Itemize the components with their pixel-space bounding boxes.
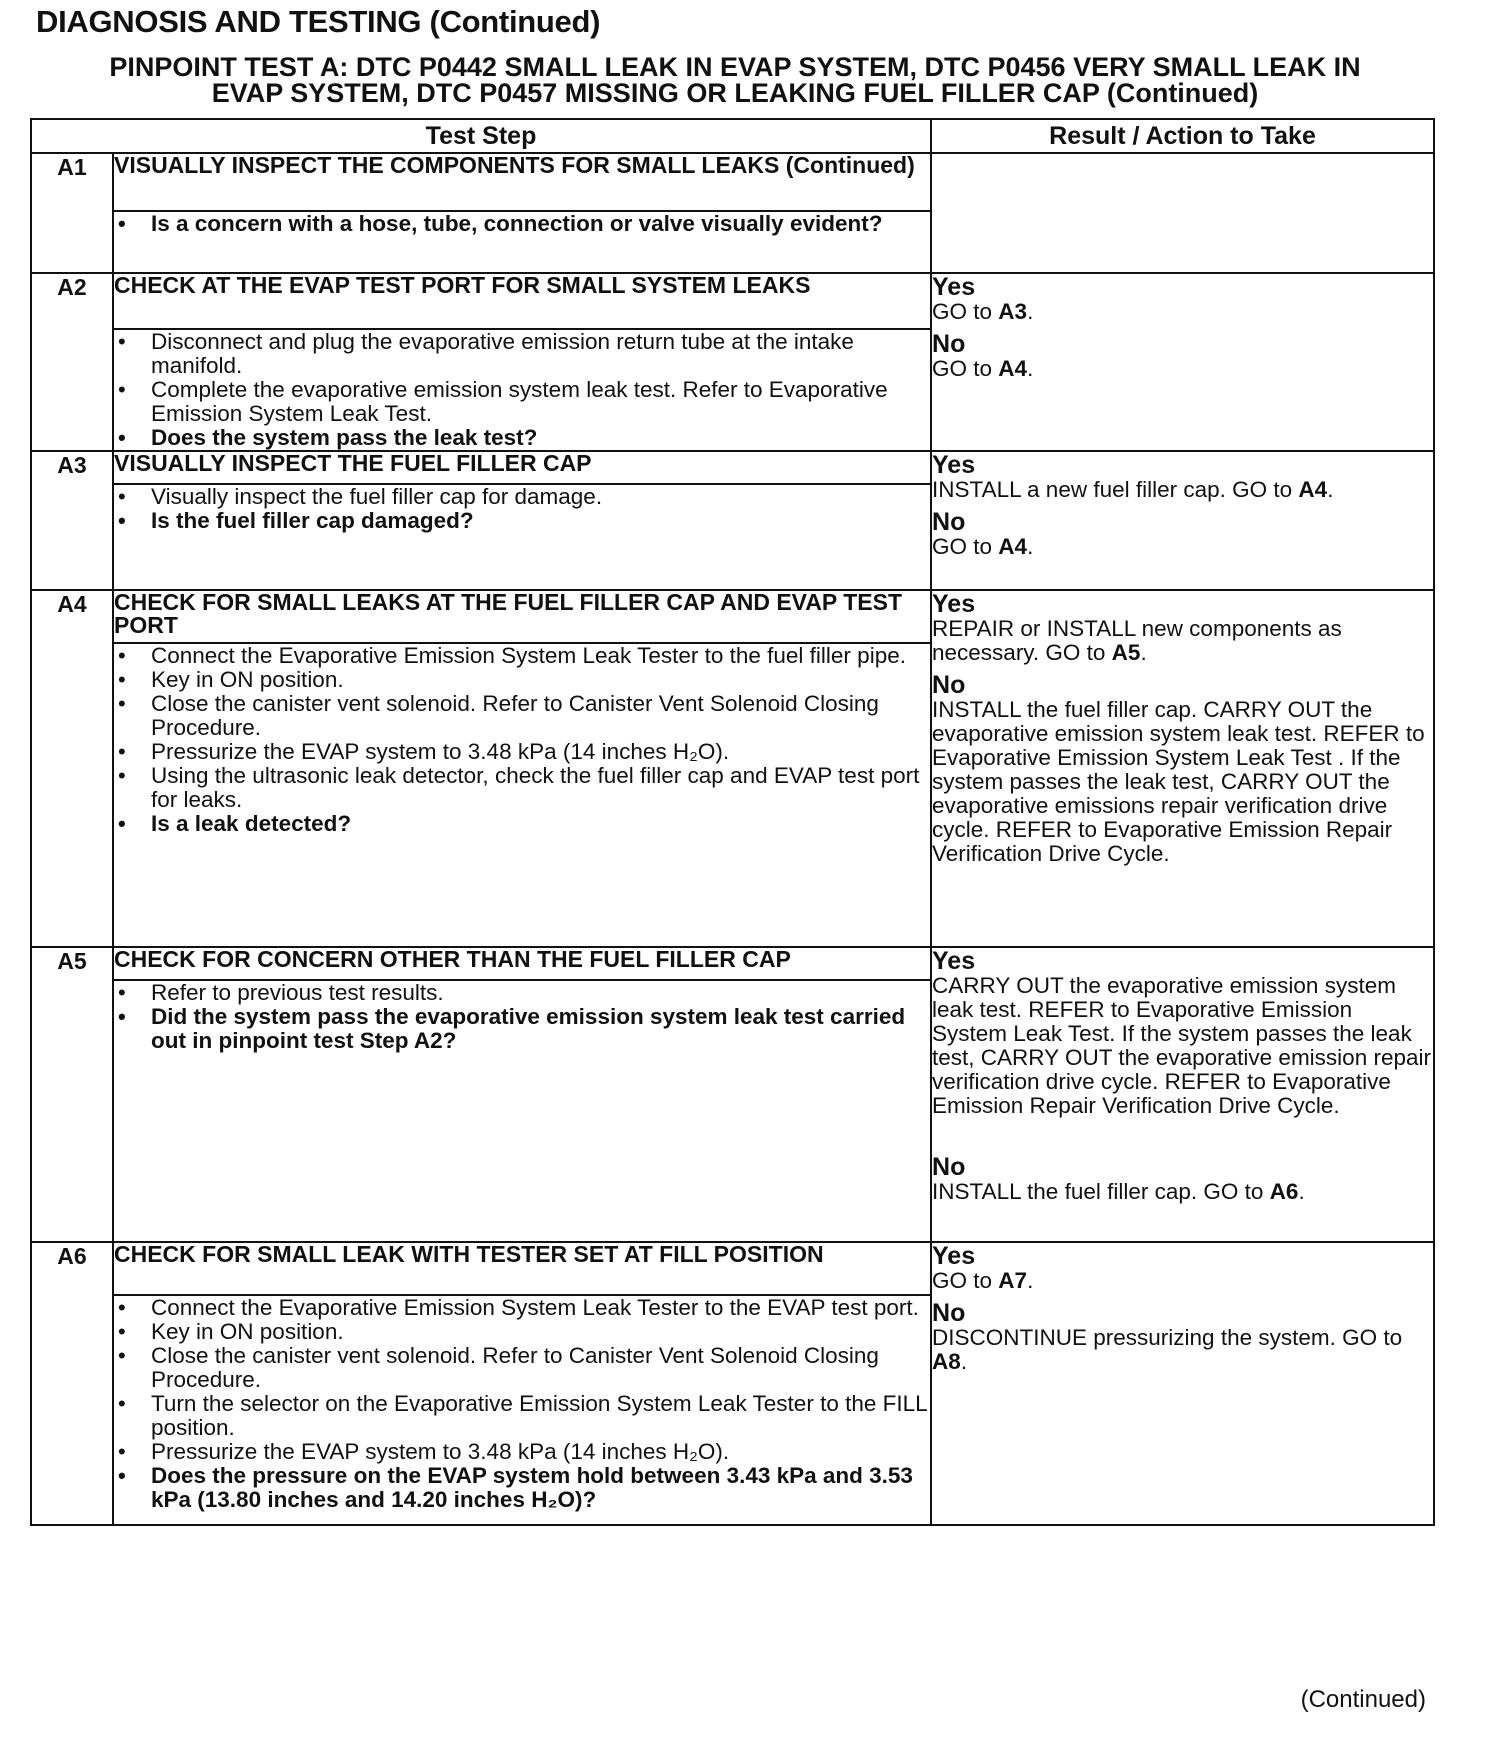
result-label: No [932, 330, 966, 358]
step-instructions [113, 980, 931, 1242]
result-action-text: GO to [932, 534, 999, 559]
step-id: A4 [31, 590, 113, 947]
result-action-end: . [1027, 299, 1034, 324]
step-heading: CHECK FOR SMALL LEAKS AT THE FUEL FILLER CAP AND EVAP TEST PORT [113, 590, 931, 643]
result-go-to-step: A3 [998, 299, 1028, 324]
continued-note: (Continued) [1300, 1686, 1426, 1713]
result-label: Yes [932, 1242, 976, 1270]
step-bullet-item: • Pressurize the EVAP system to 3.48 kPa (14 inches H₂O). [114, 740, 930, 764]
step-bullet-item: • Connect the Evaporative Emission System Leak Tester to the fuel filler pipe. [114, 644, 930, 668]
result-no [932, 1154, 1433, 1204]
step-bullet-list [114, 644, 930, 836]
result-action-text: DISCONTINUE pressurizing the system. GO to [932, 1325, 1403, 1350]
step-bullet-item: • Visually inspect the fuel filler cap for damage. [114, 485, 930, 509]
subtitle-line-1: PINPOINT TEST A: DTC P0442 SMALL LEAK IN EVAP SYSTEM, DTC P0456 VERY SMALL LEAK IN [109, 52, 1361, 82]
result-go-to-step: A5 [1111, 640, 1141, 665]
step-bullet-item: • Does the system pass the leak test? [114, 426, 930, 450]
result-action-end: . [1327, 477, 1334, 502]
step-id: A1 [31, 153, 113, 273]
step-bullet-item: • Disconnect and plug the evaporative emission return tube at the intake manifold. [114, 330, 930, 378]
step-bullet-item: • Does the pressure on the EVAP system hold between 3.43 kPa and 3.53 kPa (13.80 inches and 14.20 inches H₂O)? [114, 1464, 930, 1512]
result-label: Yes [932, 947, 976, 975]
result-label: No [932, 1299, 966, 1327]
result-no [932, 331, 1433, 381]
step-bullet-item: • Close the canister vent solenoid. Refer to Canister Vent Solenoid Closing Procedure. [114, 1344, 930, 1392]
result-yes [932, 452, 1433, 502]
result-go-to-step: A7 [998, 1268, 1028, 1293]
pinpoint-test-table [30, 118, 1435, 1526]
result-action-end: . [1140, 640, 1147, 665]
step-bullet-item: • Is the fuel filler cap damaged? [114, 509, 930, 533]
step-id: A3 [31, 451, 113, 590]
result-action-text: GO to [932, 1268, 999, 1293]
result-label: Yes [932, 451, 976, 479]
result-action-text: GO to [932, 299, 999, 324]
step-heading-row [31, 273, 1434, 329]
result-label: No [932, 1153, 966, 1181]
step-heading: CHECK AT THE EVAP TEST PORT FOR SMALL SYSTEM LEAKS [113, 273, 931, 329]
result-no [932, 509, 1433, 559]
result-action-text: INSTALL the fuel filler cap. CARRY OUT the evaporative emission system leak test. REFER to Evaporative Emission System Leak Test . If the system passes the leak test, CARRY OUT the evaporative emissions repair verification drive cycle. REFER to Evaporative Emission Repair Verification Drive Cycle. [932, 697, 1425, 866]
result-yes [932, 591, 1433, 665]
col-header-test-step: Test Step [31, 119, 931, 153]
result-action [932, 974, 1433, 1118]
result-action [932, 1326, 1433, 1374]
result-label: No [932, 508, 966, 536]
result-label: No [932, 671, 966, 699]
step-heading: VISUALLY INSPECT THE COMPONENTS FOR SMALL LEAKS (Continued) [113, 153, 931, 211]
step-bullet-item: • Pressurize the EVAP system to 3.48 kPa (14 inches H₂O). [114, 1440, 930, 1464]
result-action [932, 1180, 1433, 1204]
result-yes [932, 1243, 1433, 1293]
step-instructions [113, 1295, 931, 1525]
result-go-to-step: A4 [998, 356, 1028, 381]
result-action-text: REPAIR or INSTALL new components as necessary. GO to [932, 616, 1342, 665]
step-bullet-item: • Key in ON position. [114, 668, 930, 692]
step-result-cell [931, 947, 1434, 1242]
result-action [932, 535, 1433, 559]
step-bullet-list [114, 981, 930, 1053]
result-action-end: . [1298, 1179, 1305, 1204]
step-result-cell [931, 273, 1434, 451]
result-action-end: . [960, 1349, 968, 1374]
step-heading-row [31, 153, 1434, 211]
page-title: DIAGNOSIS AND TESTING (Continued) [36, 4, 601, 39]
step-bullet-item: • Connect the Evaporative Emission System Leak Tester to the EVAP test port. [114, 1296, 930, 1320]
step-bullet-list [114, 212, 930, 236]
pinpoint-test-subtitle [40, 54, 1430, 106]
step-result-cell [931, 590, 1434, 947]
table-header-row [31, 119, 1434, 153]
step-result-cell [931, 451, 1434, 590]
step-heading: CHECK FOR SMALL LEAK WITH TESTER SET AT FILL POSITION [113, 1242, 931, 1295]
step-bullet-list [114, 1296, 930, 1512]
result-label: Yes [932, 590, 976, 618]
step-bullet-item: • Is a leak detected? [114, 812, 930, 836]
result-yes [932, 948, 1433, 1118]
step-result-cell [931, 1242, 1434, 1525]
result-go-to-step: A4 [998, 534, 1028, 559]
result-action [932, 1269, 1433, 1293]
step-heading-row [31, 947, 1434, 980]
result-action-text: GO to [932, 356, 999, 381]
result-action [932, 478, 1433, 502]
step-instructions [113, 484, 931, 590]
step-instructions [113, 643, 931, 947]
step-bullet-item: • Refer to previous test results. [114, 981, 930, 1005]
step-bullet-item: • Close the canister vent solenoid. Refer to Canister Vent Solenoid Closing Procedure. [114, 692, 930, 740]
step-instructions [113, 329, 931, 451]
step-instructions [113, 211, 931, 273]
step-result-cell [931, 153, 1434, 273]
result-action-text: CARRY OUT the evaporative emission system leak test. REFER to Evaporative Emission System Leak Test. If the system passes the leak test, CARRY OUT the evaporative emission repair verification drive cycle. REFER to Evaporative Emission Repair Verification Drive Cycle. [932, 973, 1431, 1118]
step-bullet-item: • Key in ON position. [114, 1320, 930, 1344]
step-bullet-list [114, 485, 930, 533]
result-go-to-step: A6 [1269, 1179, 1299, 1204]
step-bullet-item: • Turn the selector on the Evaporative Emission System Leak Tester to the FILL position. [114, 1392, 930, 1440]
step-bullet-item: • Is a concern with a hose, tube, connection or valve visually evident? [114, 212, 930, 236]
result-action-text: INSTALL a new fuel filler cap. GO to [932, 477, 1299, 502]
step-heading-row [31, 451, 1434, 484]
result-action [932, 617, 1433, 665]
step-bullet-item: • Complete the evaporative emission system leak test. Refer to Evaporative Emission System Leak Test. [114, 378, 930, 426]
step-heading-row [31, 590, 1434, 643]
result-no [932, 672, 1433, 866]
step-bullet-item: • Using the ultrasonic leak detector, check the fuel filler cap and EVAP test port for leaks. [114, 764, 930, 812]
result-go-to-step: A8 [932, 1349, 961, 1374]
step-bullet-list [114, 330, 930, 450]
result-label: Yes [932, 273, 976, 301]
result-action-end: . [1027, 534, 1034, 559]
result-action-end: . [1027, 356, 1034, 381]
step-bullet-item: • Did the system pass the evaporative emission system leak test carried out in pinpoint test Step A2? [114, 1005, 930, 1053]
result-action [932, 300, 1433, 324]
result-go-to-step: A4 [1298, 477, 1328, 502]
subtitle-line-2: EVAP SYSTEM, DTC P0457 MISSING OR LEAKING FUEL FILLER CAP (Continued) [211, 78, 1259, 108]
result-no [932, 1300, 1433, 1374]
step-heading: CHECK FOR CONCERN OTHER THAN THE FUEL FILLER CAP [113, 947, 931, 980]
col-header-result: Result / Action to Take [931, 119, 1434, 153]
result-action [932, 698, 1433, 866]
step-heading: VISUALLY INSPECT THE FUEL FILLER CAP [113, 451, 931, 484]
step-id: A5 [31, 947, 113, 1242]
result-action-text: INSTALL the fuel filler cap. GO to [932, 1179, 1270, 1204]
step-heading-row [31, 1242, 1434, 1295]
step-id: A2 [31, 273, 113, 451]
step-id: A6 [31, 1242, 113, 1525]
result-action [932, 357, 1433, 381]
result-yes [932, 274, 1433, 324]
result-action-end: . [1027, 1268, 1034, 1293]
